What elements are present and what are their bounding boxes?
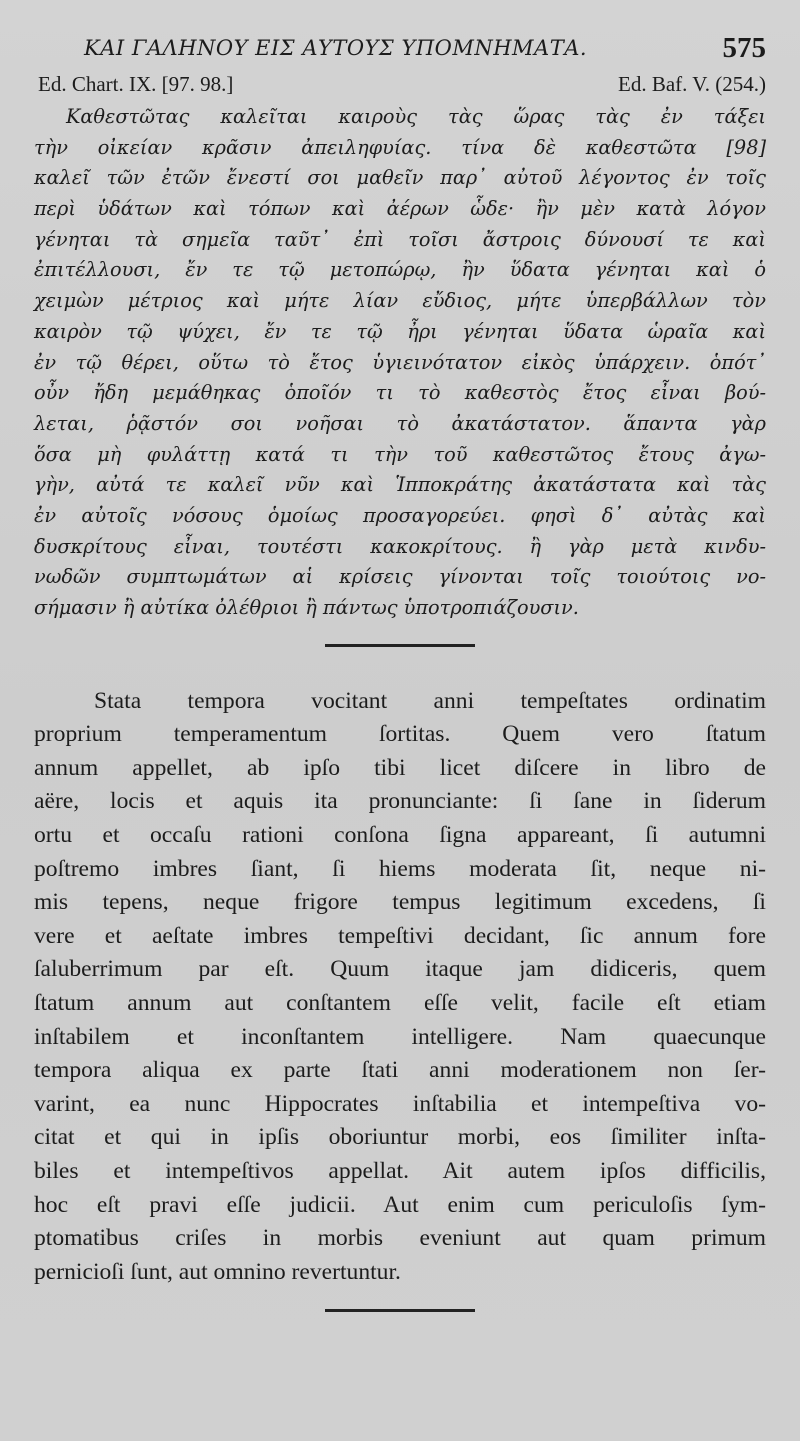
latin-text-line: mis tepens, neque frigore tempus legitimum excedens, ſi — [34, 889, 766, 916]
latin-text-line: poſtremo imbres ſiant, ſi hiems moderata ſit, neque ni- — [34, 855, 766, 882]
latin-text-line: citat et qui in ipſis oboriuntur morbi, eos ſimiliter inſta- — [34, 1124, 766, 1151]
greek-text-line: ἐπιτέλλουσι, ἔν τε τῷ μετοπώρῳ, ἢν ὕδατα γένηται καὶ ὁ — [34, 258, 766, 282]
greek-text-line: ἐν τῷ θέρει, οὕτω τὸ ἔτος ὑγιεινότατον εἰκὸς ὑπάρχειν. ὁπότ᾽ — [34, 350, 766, 374]
edition-reference-basel: Ed. Baf. V. (254.) — [618, 72, 766, 96]
greek-text-line: Καθεστῶτας καλεῖται καιροὺς τὰς ὥρας τὰς ἐν τάξει — [66, 105, 766, 128]
edition-references — [34, 72, 766, 102]
latin-text-block — [34, 685, 766, 1290]
greek-text-line: χειμὼν μέτριος καὶ μήτε λίαν εὔδιος, μήτε ὑπερβάλλων τὸν — [34, 289, 766, 313]
latin-text-line: ſtatum annum aut conſtantem eſſe velit, facile eſt etiam — [34, 990, 766, 1017]
latin-text-line: annum appellet, ab ipſo tibi licet diſcere in libro de — [34, 754, 766, 781]
greek-text-line: καιρὸν τῷ ψύχει, ἔν τε τῷ ἦρι γένηται ὕδατα ὡραῖα καὶ — [34, 319, 766, 343]
greek-text-line: τὴν οἰκείαν κρᾶσιν ἀπειληφυίας. τίνα δὲ καθεστῶτα [98] — [34, 135, 766, 159]
greek-text-line: νωδῶν συμπτωμάτων αἱ κρίσεις γίνονται τοῖς τοιούτοις νο- — [34, 565, 766, 589]
latin-text-line: vere et aeſtate imbres tempeſtivi decidant, ſic annum fore — [34, 922, 766, 949]
latin-text-line: tempora aliqua ex parte ſtati anni moderationem non ſer- — [34, 1057, 766, 1084]
greek-text-line: ὅσα μὴ φυλάττῃ κατά τι τὴν τοῦ καθεστῶτος ἔτους ἀγω- — [34, 442, 766, 466]
edition-reference-chartier: Ed. Chart. IX. [97. 98.] — [38, 72, 234, 96]
latin-text-line: inſtabilem et inconſtantem intelligere. Nam quaecunque — [34, 1023, 766, 1050]
latin-text-line: ſaluberrimum par eſt. Quum itaque jam didiceris, quem — [34, 956, 766, 983]
footer-divider — [325, 1309, 475, 1312]
running-head — [34, 28, 766, 72]
latin-text-line: biles et intempeſtivos appellat. Ait autem ipſos difficilis, — [34, 1158, 766, 1184]
latin-text-line: hoc eſt pravi eſſe judicii. Aut enim cum periculoſis ſym- — [34, 1191, 766, 1218]
latin-text-line: Stata tempora vocitant anni tempeſtates ordinatim — [94, 687, 766, 714]
greek-text-line: σήμασιν ἢ αὐτίκα ὀλέθριοι ἢ πάντως ὑποτροπιάζουσιν. — [34, 596, 579, 619]
latin-text-line: pernicioſi ſunt, aut omnino revertuntur. — [34, 1258, 401, 1285]
latin-text-line: ortu et occaſu rationi conſona ſigna appareant, ſi autumni — [34, 822, 766, 849]
greek-text-line: περὶ ὑδάτων καὶ τόπων καὶ ἀέρων ὧδε· ἢν μὲν κατὰ λόγον — [34, 197, 766, 221]
latin-text-line: varint, ea nunc Hippocrates inſtabilia et intempeſtiva vo- — [34, 1090, 766, 1117]
greek-text-line: ἐν αὐτοῖς νόσους ὁμοίως προσαγορεύει. φησὶ δ᾽ αὐτὰς καὶ — [34, 503, 766, 527]
latin-text-line: aëre, locis et aquis ita pronunciante: ſi ſane in ſiderum — [34, 788, 766, 815]
page-number: 575 — [722, 32, 766, 64]
greek-text-line: δυσκρίτους εἶναι, τουτέστι κακοκρίτους. ἢ γὰρ μετὰ κινδυ- — [34, 534, 766, 558]
greek-text-block — [34, 102, 766, 624]
latin-text-line: ptomatibus criſes in morbis eveniunt aut quam primum — [34, 1225, 766, 1252]
greek-text-line: γὴν, αὐτά τε καλεῖ νῦν καὶ Ἱπποκράτης ἀκατάστατα καὶ τὰς — [34, 473, 766, 497]
greek-text-line: καλεῖ τῶν ἐτῶν ἔνεστί σοι μαθεῖν παρ᾽ αὐτοῦ λέγοντος ἐν τοῖς — [34, 166, 766, 190]
section-divider — [325, 644, 475, 647]
greek-text-line: λεται, ῥᾷστόν σοι νοῆσαι τὸ ἀκατάστατον. ἅπαντα γὰρ — [34, 411, 766, 435]
greek-text-line: οὖν ἤδη μεμάθηκας ὁποῖόν τι τὸ καθεστὸς ἔτος εἶναι βού- — [34, 381, 766, 405]
running-title: ΚΑΙ ΓΑΛΗΝΟΥ ΕΙΣ ΑΥΤΟΥΣ ΥΠΟΜΝΗΜΑΤΑ. — [84, 36, 588, 60]
greek-text-line: γένηται τὰ σημεῖα ταῦτ᾽ ἐπὶ τοῖσι ἄστροις δύνουσί τε καὶ — [34, 227, 766, 251]
latin-text-line: proprium temperamentum ſortitas. Quem vero ſtatum — [34, 721, 766, 748]
